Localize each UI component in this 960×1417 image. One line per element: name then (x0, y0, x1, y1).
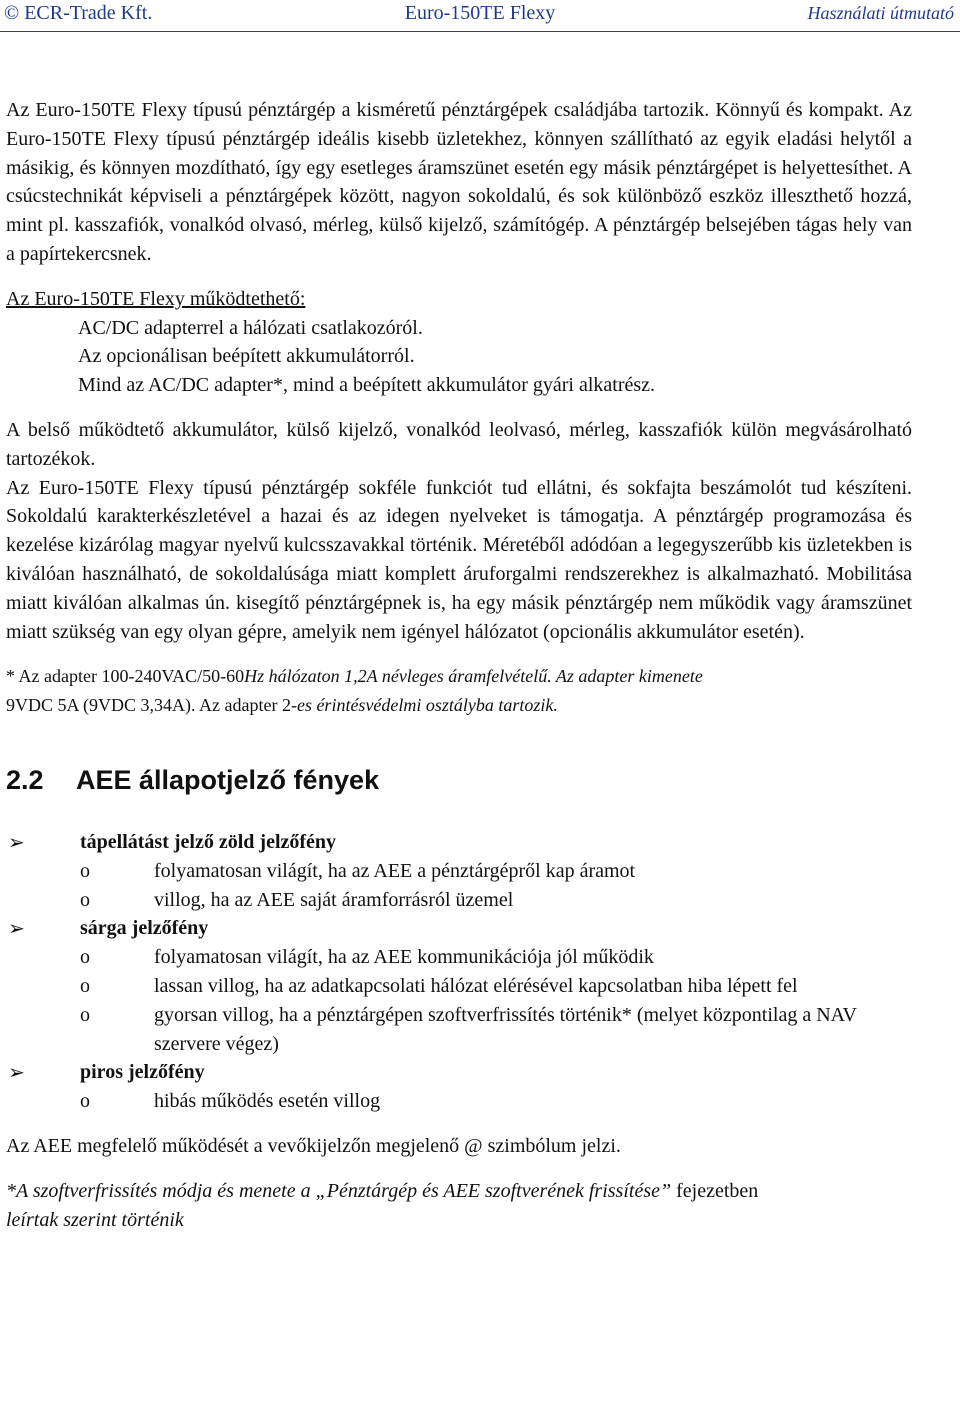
light-green-details (6, 857, 912, 915)
circle-bullet-icon: o (80, 946, 90, 969)
header-company: © ECR-Trade Kft. (4, 2, 153, 24)
list-item: o villog, ha az AEE saját áramforrásról üzemel (80, 886, 912, 915)
circle-bullet-icon: o (80, 974, 90, 997)
power-item: AC/DC adapterrel a hálózati csatlakozóról. (78, 316, 423, 339)
header-product: Euro-150TE Flexy (404, 2, 556, 24)
at-symbol-note: Az AEE megfelelő működését a vevőkijelzőn megjelenő @ szimbólum jelzi. (6, 1134, 621, 1157)
section-heading (6, 762, 912, 798)
features-paragraph: Az Euro-150TE Flexy típusú pénztárgép sokféle funkciót tud ellátni, és sokfajta beszámolót tud készíteni. Sokoldalú karakterkészletével a hazai és az idegen nyelveket is támogatja. A pénztárgép programozása és kezelése kizárólag magyar nyelvű kulcsszavakkal történik. Méretéből adódóan a legegyszerűbb kis üzletekben is kiválóan használható, de sokoldalúsága miatt komplett áruforgalmi rendszerekhez is alkalmazható. Mobilitása miatt kiválóan alkalmas ún. kisegítő pénztárgépnek is, ha egy másik pénztárgép nem működik vagy áramszünet miatt szükség van egy olyan gépre, amelyik nem igényel hálózatot (opcionális akkumulátor esetén). (6, 476, 912, 643)
light-label: tápellátást jelző zöld jelzőfény (80, 830, 337, 853)
document-body (6, 96, 912, 1234)
list-item: o hibás működés esetén villog (80, 1087, 912, 1116)
arrow-bullet-icon: ➢ (8, 829, 25, 854)
list-item: o folyamatosan világít, ha az AEE kommunikációja jól működik (80, 943, 912, 972)
section-number: 2.2 (6, 764, 44, 795)
intro-paragraph: Az Euro-150TE Flexy típusú pénztárgép a kisméretű pénztárgépek családjába tartozik. Könnyű és kompakt. Az Euro-150TE Flexy típusú pénztárgép ideális kisebb üzletekhez, könnyen szállítható az egyik eladási helytől a másikig, és könnyen mozdítható, így egy esetleges áramszünet esetén egy másik pénztárgépet is helyettesíthet. A csúcstechnikát képviseli a pénztárgépek között, nagyon sokoldalú, és sok különböző eszköz illeszthető hozzá, mint pl. kasszafiók, vonalkód olvasó, mérleg, külső kijelző, számítógép. A pénztárgép belsejében tágas hely van a papírtekercsnek. (6, 99, 912, 265)
light-red-details (6, 1087, 912, 1116)
circle-bullet-icon: o (80, 1003, 90, 1026)
power-item: Mind az AC/DC adapter*, mind a beépített akkumulátor gyári alkatrész. (78, 374, 656, 397)
arrow-bullet-icon: ➢ (8, 916, 25, 941)
light-yellow-details (6, 943, 912, 1058)
adapter-footnote: * Az adapter 100-240VAC/50-60Hz hálózaton 1,2A névleges áramfelvételű. Az adapter kimenete 9VDC 5A (9VDC 3,34A). Az adapter 2-es érintésvédelmi osztályba tartozik. (6, 666, 703, 716)
list-item: o folyamatosan világít, ha az AEE a pénztárgépről kap áramot (80, 857, 912, 886)
light-label: sárga jelzőfény (80, 917, 209, 940)
list-item: o lassan villog, ha az adatkapcsolati hálózat elérésével kapcsolatban hiba lépett fel (80, 972, 912, 1001)
list-item: o gyorsan villog, ha a pénztárgépen szoftverfrissítés történik* (melyet központilag a NAV szervere végez) (80, 1001, 912, 1059)
light-red (6, 1058, 912, 1087)
light-label: piros jelzőfény (80, 1061, 205, 1084)
circle-bullet-icon: o (80, 888, 90, 911)
header-divider (0, 31, 960, 32)
update-footnote: *A szoftverfrissítés módja és menete a „Pénztárgép és AEE szoftverének frissítése” fejezetben leírtak szerint történik (6, 1179, 759, 1231)
light-green (6, 828, 912, 857)
circle-bullet-icon: o (80, 1090, 90, 1113)
accessories-paragraph: A belső működtető akkumulátor, külső kijelző, vonalkód leolvasó, mérleg, kasszafiók külön megvásárolható tartozékok. (6, 418, 912, 470)
power-item: Az opcionálisan beépített akkumulátorról. (78, 345, 415, 368)
page-header (0, 0, 960, 34)
circle-bullet-icon: o (80, 859, 90, 882)
arrow-bullet-icon: ➢ (8, 1060, 25, 1085)
light-yellow (6, 914, 912, 943)
section-title: AEE állapotjelző fények (76, 764, 380, 795)
power-title: Az Euro-150TE Flexy működtethető: (6, 287, 306, 310)
status-light-list (6, 828, 912, 857)
header-doc-type: Használati útmutató (807, 3, 954, 23)
